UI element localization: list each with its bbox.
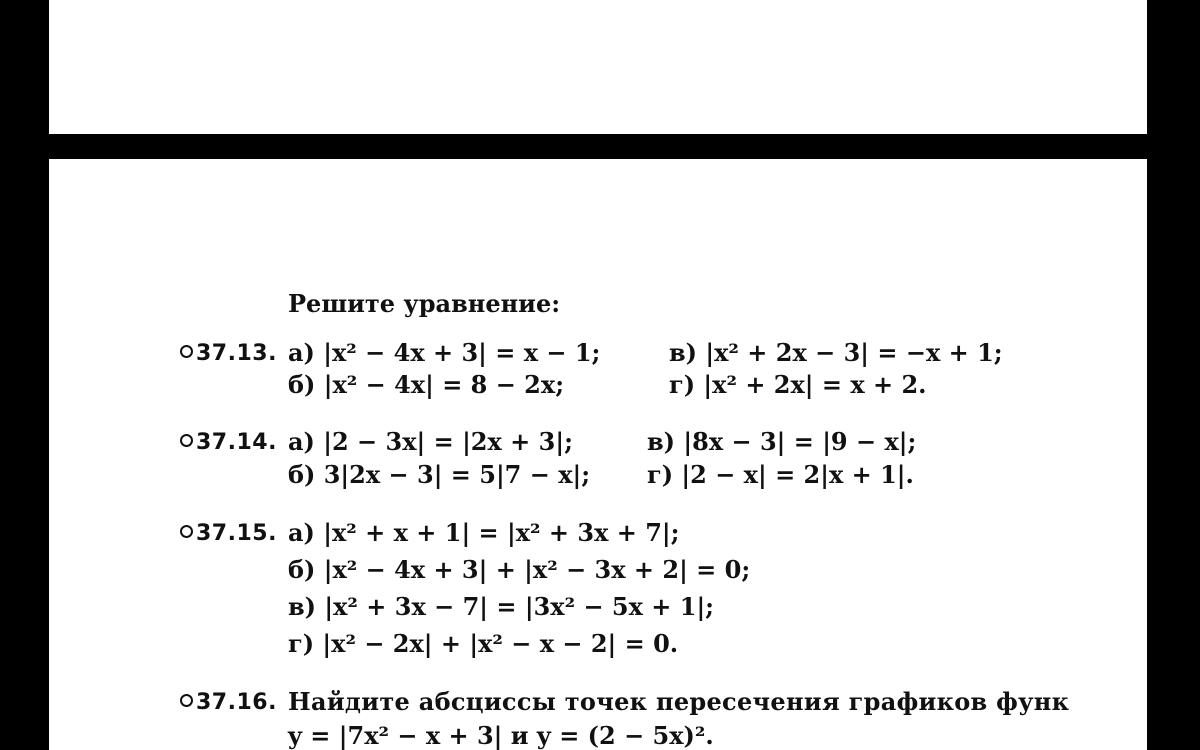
problem-number-37-16: 37.16. [180,690,277,715]
equation-37-14-g: г) |2 − x| = 2|x + 1|. [647,460,914,489]
problem-number-37-14: 37.14. [180,430,277,455]
problem-number-37-15: 37.15. [180,521,277,546]
equation-37-15-g: г) |x² − 2x| + |x² − x − 2| = 0. [288,629,679,658]
instruction-heading: Решите уравнение: [288,289,561,318]
equation-37-14-b: б) 3|2x − 3| = 5|7 − x|; [288,460,591,489]
equation-37-14-a: а) |2 − 3x| = |2x + 3|; [288,427,573,456]
circle-marker-icon [180,694,193,707]
equation-37-15-a: а) |x² + x + 1| = |x² + 3x + 7|; [288,518,680,547]
equation-37-14-v: в) |8x − 3| = |9 − x|; [647,427,917,456]
equation-37-13-g: г) |x² + 2x| = x + 2. [669,370,927,399]
equation-37-13-v: в) |x² + 2x − 3| = −x + 1; [669,338,1003,367]
equation-37-15-b: б) |x² − 4x + 3| + |x² − 3x + 2| = 0; [288,555,751,584]
equation-37-13-b: б) |x² − 4x| = 8 − 2x; [288,370,565,399]
circle-marker-icon [180,525,193,538]
problem-37-16-text: Найдите абсциссы точек пересечения графиков функ [288,687,1070,716]
equation-37-15-v: в) |x² + 3x − 7| = |3x² − 5x + 1|; [288,592,715,621]
textbook-page [49,159,1147,750]
problem-37-16-functions: y = |7x² − x + 3| и y = (2 − 5x)². [288,721,714,750]
previous-page-fragment [49,0,1147,134]
circle-marker-icon [180,434,193,447]
problem-number-37-13: 37.13. [180,341,277,366]
equation-37-13-a: а) |x² − 4x + 3| = x − 1; [288,338,601,367]
circle-marker-icon [180,345,193,358]
